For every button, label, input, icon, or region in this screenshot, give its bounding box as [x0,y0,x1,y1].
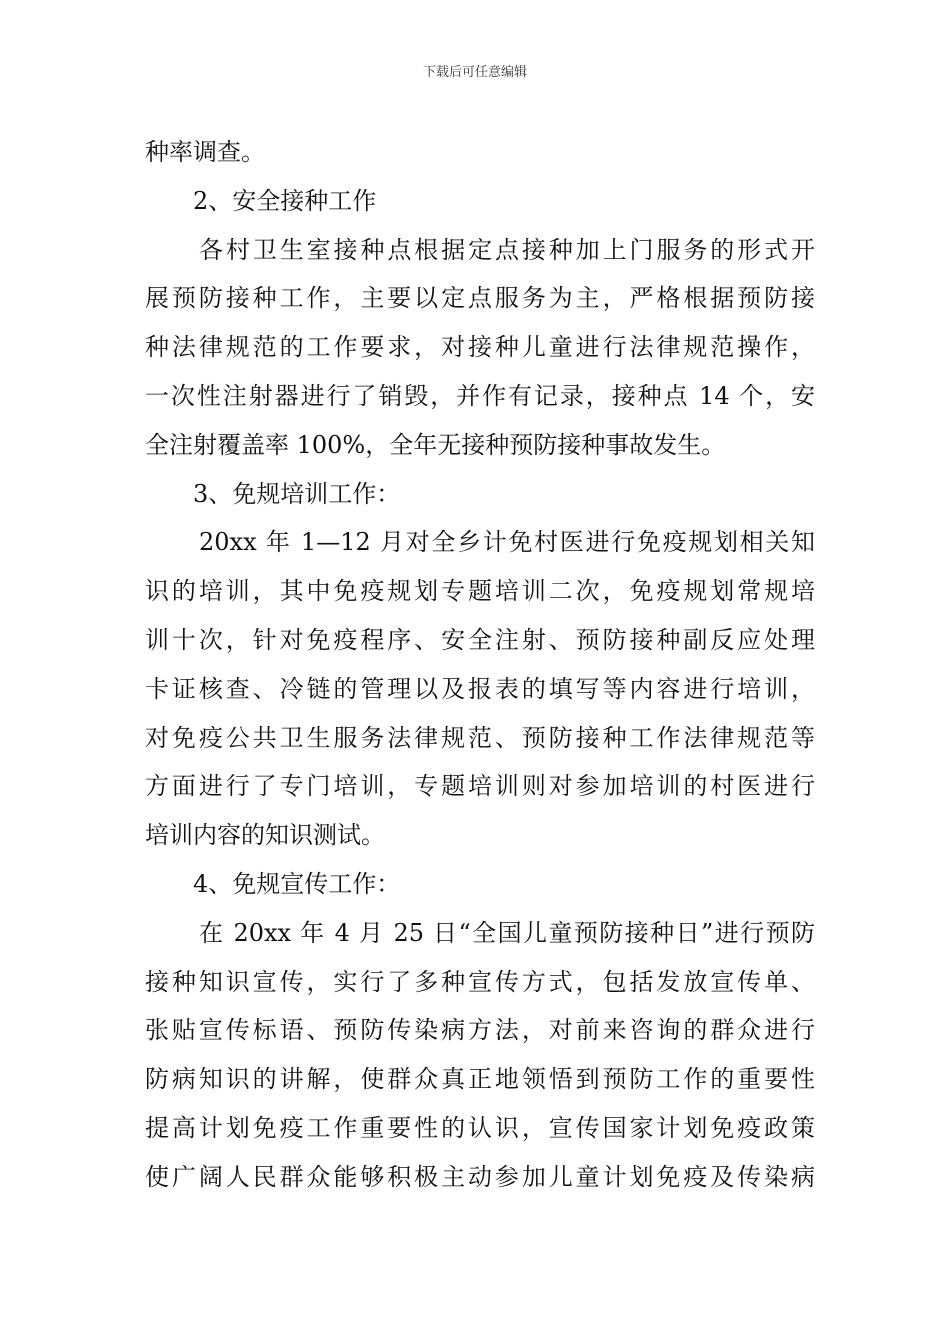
paragraph-first-line: 各村卫生室接种点根据定点接种加上门服务的形式开 [199,235,815,264]
body-line: 一次性注射器进行了销毁，并作有记录，接种点 14 个，安 [145,381,815,410]
body-line: 展预防接种工作，主要以定点服务为主，严格根据预防接 [145,284,815,313]
document-body [145,128,815,1202]
paragraph-first-line: 在 20xx 年 4 月 25 日“全国儿童预防接种日”进行预防 [199,918,815,947]
body-line: 对免疫公共卫生服务法律规范、预防接种工作法律规范等 [145,723,815,752]
paragraph-first-line: 20xx 年 1—12 月对全乡计免村医进行免疫规划相关知 [199,528,815,557]
body-line: 张贴宣传标语、预防传染病方法，对前来咨询的群众进行 [145,1016,815,1045]
body-line: 防病知识的讲解，使群众真正地领悟到预防工作的重要性 [145,1065,815,1094]
body-line: 卡证核查、冷链的管理以及报表的填写等内容进行培训， [145,674,815,703]
body-line: 训十次，针对免疫程序、安全注射、预防接种副反应处理 [145,625,815,654]
section-heading: 2、安全接种工作 [193,186,377,215]
body-line: 全注射覆盖率 100%，全年无接种预防接种事故发生。 [145,430,726,459]
body-line: 方面进行了专门培训，专题培训则对参加培训的村医进行 [145,772,815,801]
body-line: 使广阔人民群众能够积极主动参加儿童计划免疫及传染病 [145,1162,815,1191]
body-line: 提高计划免疫工作重要性的认识，宣传国家计划免疫政策 [145,1113,815,1142]
page-header-note: 下载后可任意编辑 [422,65,527,80]
body-line: 种率调查。 [145,138,265,166]
body-line: 接种知识宣传，实行了多种宣传方式，包括发放宣传单、 [145,967,815,996]
body-line: 培训内容的知识测试。 [145,821,385,850]
body-line: 识的培训，其中免疫规划专题培训二次，免疫规划常规培 [145,577,815,606]
section-heading: 3、免规培训工作： [193,479,401,508]
section-heading: 4、免规宣传工作： [193,869,401,898]
body-line: 种法律规范的工作要求，对接种儿童进行法律规范操作， [145,333,815,362]
